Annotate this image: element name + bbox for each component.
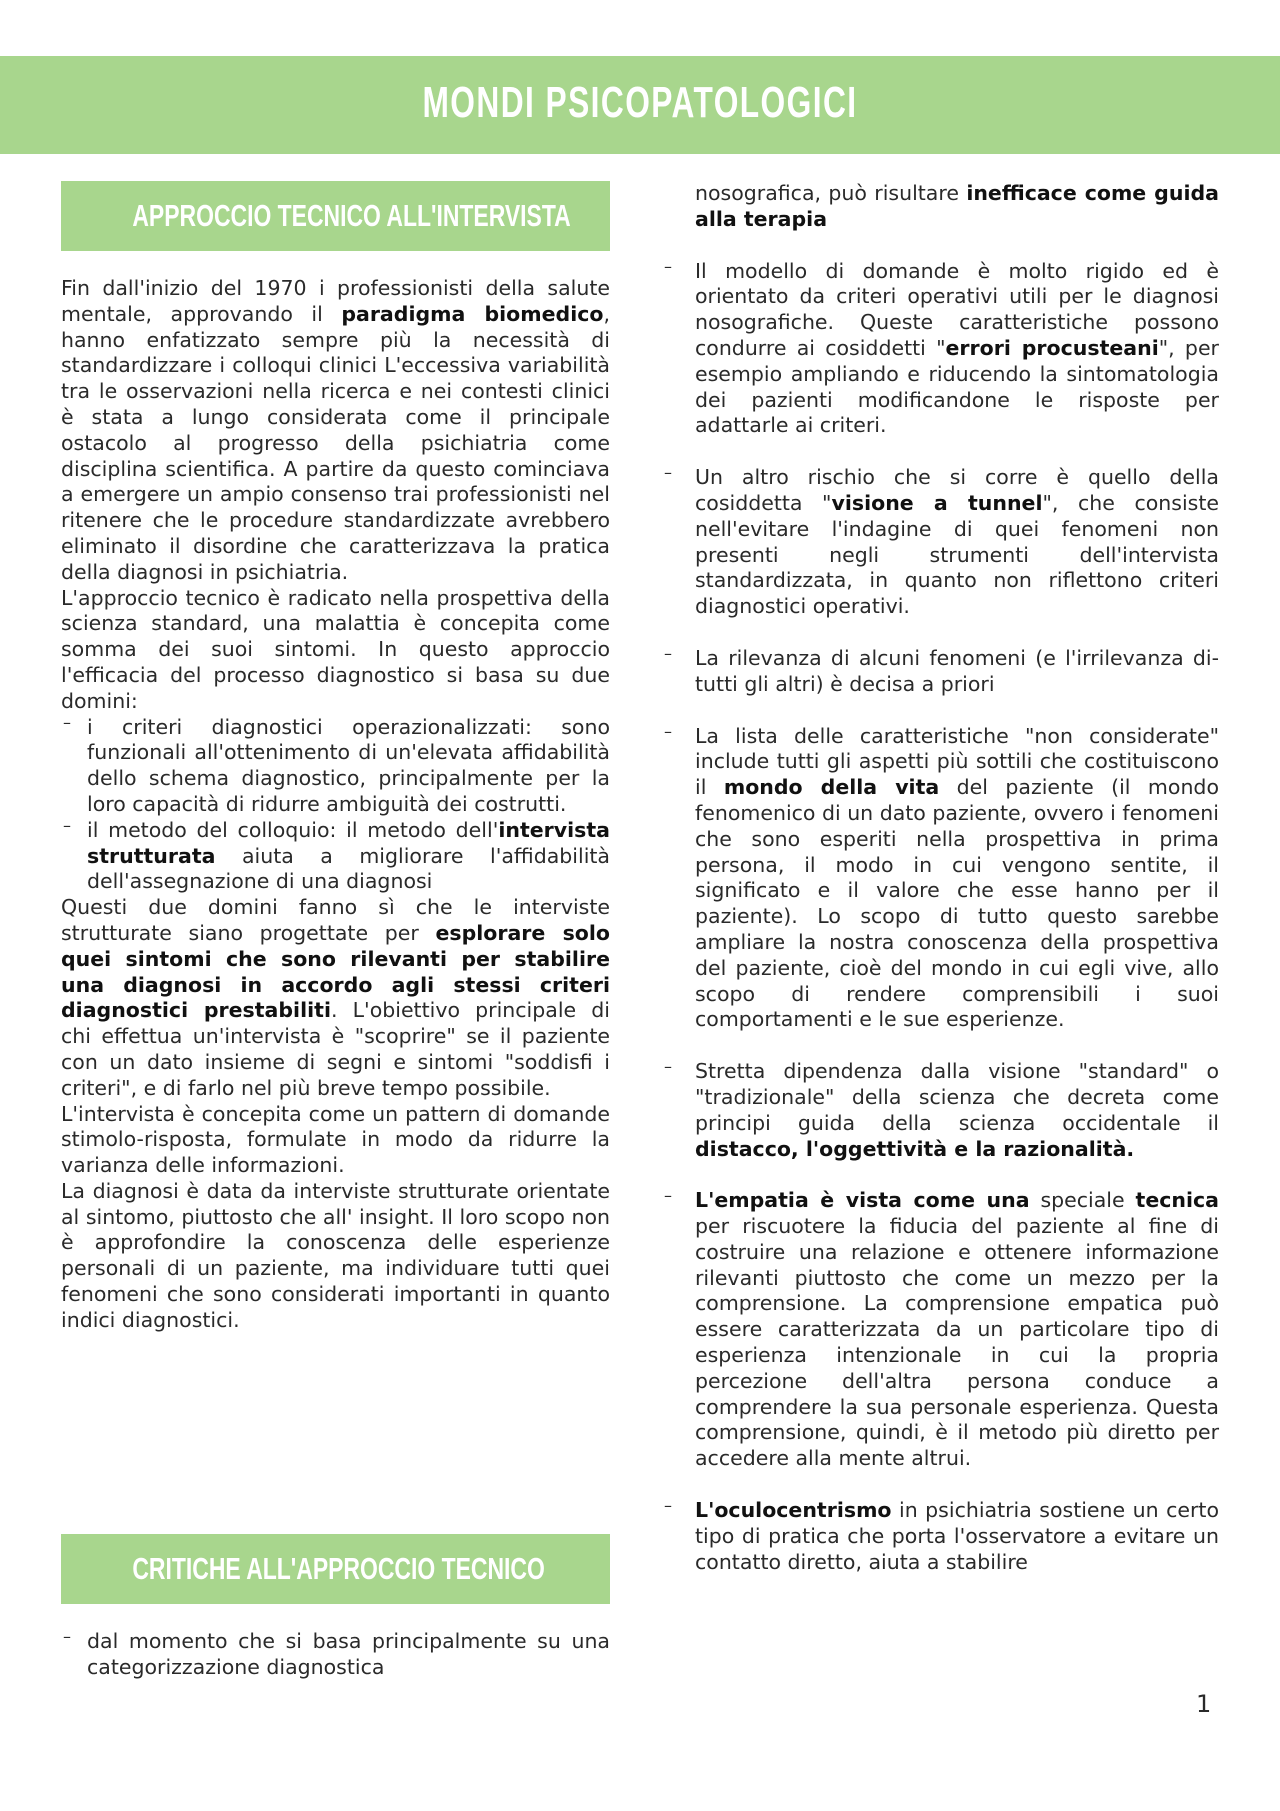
list-item: – dal momento che si basa principalmente su una categorizzazione diagnostica [61, 1629, 610, 1681]
left-column-bottom [61, 1629, 610, 1681]
paragraph: Fin dall'inizio del 1970 i professionisti della salute mentale, approvando il paradigma biomedico, hanno enfatizzato sempre più la necessità di standardizzare i colloqui clinici L'eccessiva variabilità tra le osservazioni nella ricerca e nei contesti clinici è stata a lungo considerata come il principale ostacolo al progresso della psichiatria come disciplina scientifica. A partire da questo cominciava a emergere un ampio consenso trai professionisti nel ritenere che le procedure standardizzate avrebbero eliminato il disordine che caratterizzava la pratica della diagnosi in psichiatria. [61, 276, 610, 584]
dash-bullet-icon: – [63, 712, 71, 732]
list-item: – il metodo del colloquio: il metodo dell'intervista strutturata aiuta a migliorare l'affidabilità dell'assegnazione di una diagnosi [61, 818, 610, 895]
page-title: MONDI PSICOPATOLOGICI [422, 78, 858, 127]
paragraph: Questi due domini fanno sì che le interviste strutturate siano progettate per esplorare solo quei sintomi che sono rilevanti per stabilire una diagnosi in accordo agli stessi criteri diagnostici prestabiliti. L'obiettivo principale di chi effettua un'intervista è "scoprire" se il paziente con un dato insieme di segni e sintomi "soddisfi i criteri", e di farlo nel più breve tempo possibile. [61, 895, 610, 1100]
paragraph: L'intervista è concepita come un pattern di domande stimolo-risposta, formulate in modo da ridurre la varianza delle informazioni. [61, 1101, 610, 1178]
right-column [664, 181, 1220, 1601]
dash-bullet-icon: – [664, 1186, 672, 1206]
section-header-approccio [61, 181, 610, 251]
paragraph: L'approccio tecnico è radicato nella prospettiva della scienza standard, una malattia è concepita come somma dei suoi sintomi. In questo approccio l'efficacia del processo diagnostico si basa su due domini: [61, 585, 610, 713]
dash-bullet-icon: – [63, 1627, 71, 1646]
dash-bullet-icon: – [664, 463, 672, 483]
dash-bullet-icon: – [664, 1057, 672, 1077]
dash-bullet-icon: – [63, 815, 71, 835]
left-column [61, 276, 610, 1334]
dash-bullet-icon: – [664, 256, 672, 276]
section-header-critiche [61, 1534, 610, 1604]
list-item: – Un altro rischio che si corre è quello della cosiddetta "visione a tunnel", che consiste nell'evitare l'indagine di quei fenomeni non presenti negli strumenti dell'intervista standardizzata, in quanto non riflettono criteri diagnostici operativi. [669, 465, 1219, 620]
dash-bullet-icon: – [664, 721, 672, 741]
header-banner [0, 56, 1280, 154]
list-item: – i criteri diagnostici operazionalizzati: sono funzionali all'ottenimento di un'elevata affidabilità dello schema diagnostico, principalmente per la loro capacità di ridurre ambiguità dei costrutti. [61, 715, 610, 818]
list-item: nosografica, può risultare inefficace come guida alla terapia [695, 181, 1219, 231]
dash-bullet-icon: – [664, 1496, 672, 1516]
list-item: – La lista delle caratteristiche "non considerate" include tutti gli aspetti più sottili che costituiscono il mondo della vita del paziente (il mondo fenomenico di un dato paziente, ovvero i fenomeni che sono esperiti nella prospettiva in prima persona, il modo in cui vengono sentite, il significato e il valore che esse hanno per il paziente). Lo scopo di tutto questo sarebbe ampliare la nostra conoscenza della prospettiva del paziente, cioè del mondo in cui egli vive, allo scopo di rendere comprensibili i suoi comportamenti e le sue esperienze. [669, 724, 1219, 1034]
section-title: CRITICHE ALL'APPROCCIO TECNICO [132, 1551, 545, 1586]
list-item: – L'oculocentrismo in psichiatria sostiene un certo tipo di pratica che porta l'osservatore a evitare un contatto diretto, aiuta a stabilire [669, 1498, 1219, 1575]
page-number: 1 [1196, 1690, 1212, 1718]
list-item: – La rilevanza di alcuni fenomeni (e l'irrilevanza di-tutti gli altri) è decisa a priori [669, 646, 1219, 698]
paragraph: La diagnosi è data da interviste strutturate orientate al sintomo, piuttosto che all' insight. Il loro scopo non è approfondire la conoscenza delle esperienze personali di un paziente, ma individuare tutti quei fenomeni che sono considerati importanti in quanto indici diagnostici. [61, 1178, 610, 1332]
list-item: – Il modello di domande è molto rigido ed è orientato da criteri operativi utili per le diagnosi nosografiche. Queste caratteristiche possono condurre ai cosiddetti "errori procusteani", per esempio ampliando e riducendo la sintomatologia dei pazienti modificandone le risposte per adattarle ai criteri. [669, 259, 1219, 440]
list-item: – L'empatia è vista come una speciale tecnica per riscuotere la fiducia del paziente al fine di costruire una relazione e ottenere informazione rilevanti piuttosto che come un mezzo per la comprensione. La comprensione empatica può essere caratterizzata da un particolare tipo di esperienza intenzionale in cui la propria percezione dell'altra persona conduce a comprendere la sua personale esperienza. Questa comprensione, quindi, è il metodo più diretto per accedere alla mente altrui. [669, 1188, 1219, 1472]
list-item: – Stretta dipendenza dalla visione "standard" o "tradizionale" della scienza che decreta come principi guida della scienza occidentale il distacco, l'oggettività e la razionalità. [669, 1059, 1219, 1162]
dash-bullet-icon: – [664, 643, 672, 663]
section-title: APPROCCIO TECNICO ALL'INTERVISTA [132, 198, 571, 233]
